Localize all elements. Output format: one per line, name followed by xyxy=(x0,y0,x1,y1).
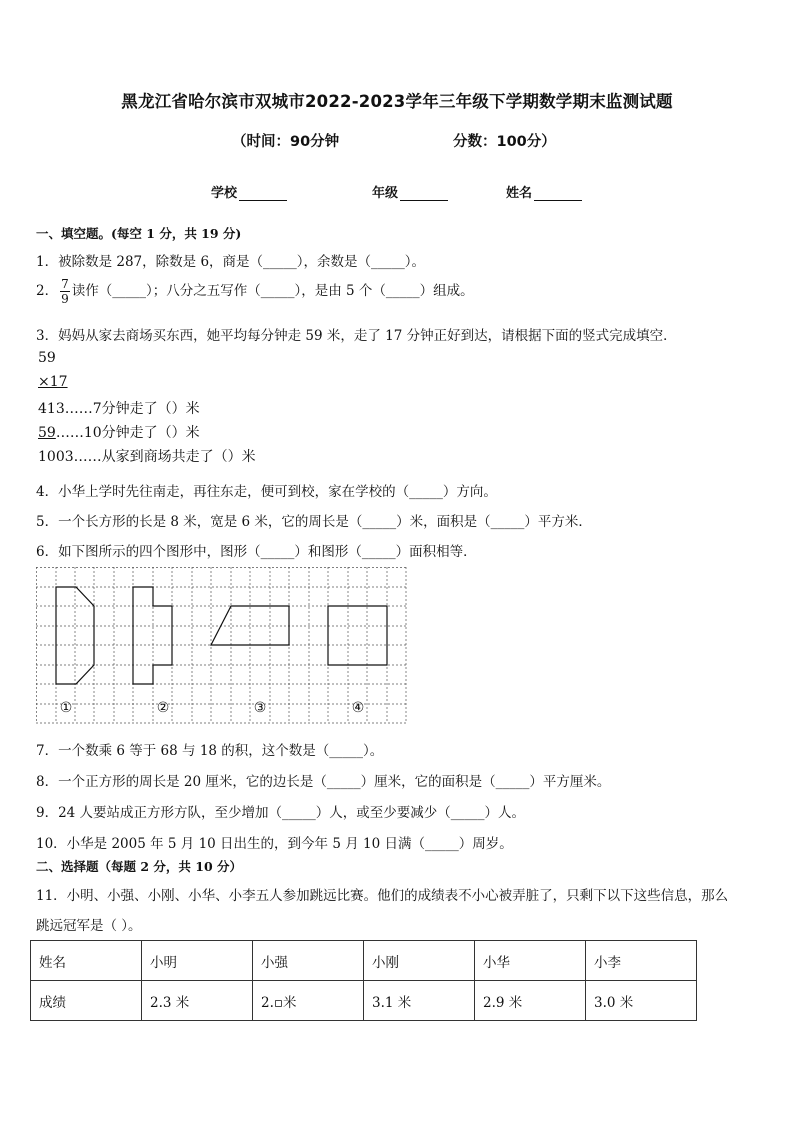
question-10: 10．小华是 2005 年 5 月 10 日出生的，到今年 5 月 10 日满（_____）周岁。 xyxy=(36,836,513,852)
score-table xyxy=(30,940,697,1021)
calc-line-4 xyxy=(38,422,200,442)
exam-score: 分数：100分） xyxy=(453,134,556,150)
shape-2 xyxy=(133,587,172,684)
question-7: 7．一个数乘 6 等于 68 与 18 的积，这个数是（_____）。 xyxy=(36,743,384,759)
table-cell: 小李 xyxy=(586,941,697,981)
table-cell: 小华 xyxy=(475,941,586,981)
question-9: 9．24 人要站成正方形方队，至少增加（_____）人，或至少要减少（_____）人。 xyxy=(36,805,526,821)
fraction-7-9 xyxy=(60,277,70,306)
calc-line-4-text: ……10分钟走了（）米 xyxy=(55,425,200,441)
table-cell: 小刚 xyxy=(364,941,475,981)
question-4: 4．小华上学时先往南走，再往东走，便可到校，家在学校的（_____）方向。 xyxy=(36,484,497,500)
question-11-line-1: 11．小明、小强、小刚、小华、小李五人参加跳远比赛。他们的成绩表不小心被弄脏了，只剩下以下这些信息，那么 xyxy=(36,888,729,904)
grade-field[interactable] xyxy=(372,182,448,201)
question-1: 1．被除数是 287，除数是 6，商是（_____），余数是（_____）。 xyxy=(36,254,426,270)
figure-label-3: ③ xyxy=(253,700,267,716)
section-2-heading: 二、选择题（每题 2 分，共 10 分） xyxy=(36,859,243,874)
name-field[interactable] xyxy=(506,182,582,201)
calc-line-2: ×17 xyxy=(38,374,68,390)
table-cell: 小明 xyxy=(142,941,253,981)
figure-label-4: ④ xyxy=(351,700,365,716)
table-cell: 3.1 米 xyxy=(364,981,475,1021)
question-8: 8．一个正方形的周长是 20 厘米，它的边长是（_____）厘米，它的面积是（_____）平方厘米。 xyxy=(36,774,611,790)
table-cell: 2.9 米 xyxy=(475,981,586,1021)
grade-label: 年级 xyxy=(372,186,399,201)
name-label: 姓名 xyxy=(506,186,533,201)
calc-line-1: 59 xyxy=(38,350,56,366)
question-11-line-2: 跳远冠军是（ ）。 xyxy=(36,918,142,934)
table-cell: 3.0 米 xyxy=(586,981,697,1021)
question-2-number: 2． xyxy=(36,283,59,299)
calc-line-5: 1003……从家到商场共走了（）米 xyxy=(38,449,256,465)
calc-line-3: 413……7分钟走了（）米 xyxy=(38,401,200,417)
table-cell: 2.3 米 xyxy=(142,981,253,1021)
exam-time: （时间：90分钟 xyxy=(232,134,340,150)
question-3: 3．妈妈从家去商场买东西，她平均每分钟走 59 米，走了 17 分钟正好到达，请根据下面的竖式完成填空． xyxy=(36,328,677,344)
table-cell: 2.▫米 xyxy=(253,981,364,1021)
fraction-denominator: 9 xyxy=(61,292,69,306)
table-row xyxy=(31,981,697,1021)
table-cell: 小强 xyxy=(253,941,364,981)
table-cell: 姓名 xyxy=(31,941,142,981)
shape-4 xyxy=(328,606,387,665)
section-1-heading: 一、填空题。(每空 1 分，共 19 分) xyxy=(36,226,242,241)
figure-label-1: ① xyxy=(59,700,73,716)
question-5: 5．一个长方形的长是 8 米，宽是 6 米，它的周长是（_____）米，面积是（_____）平方米． xyxy=(36,514,592,530)
page-title: 黑龙江省哈尔滨市双城市2022-2023学年三年级下学期数学期末监测试题 xyxy=(121,92,673,111)
table-cell: 成绩 xyxy=(31,981,142,1021)
fraction-numerator: 7 xyxy=(61,277,69,291)
figure-label-2: ② xyxy=(156,700,170,716)
shapes-grid-figure xyxy=(36,567,410,727)
table-row xyxy=(31,941,697,981)
question-2-text: 读作（_____）；八分之五写作（_____），是由 5 个（_____）组成。 xyxy=(71,283,474,299)
school-label: 学校 xyxy=(211,186,238,201)
calc-partial: 59 xyxy=(38,425,56,441)
question-6: 6．如下图所示的四个图形中，图形（_____）和图形（_____）面积相等． xyxy=(36,544,477,560)
question-2 xyxy=(36,277,474,306)
school-field[interactable] xyxy=(211,182,287,201)
